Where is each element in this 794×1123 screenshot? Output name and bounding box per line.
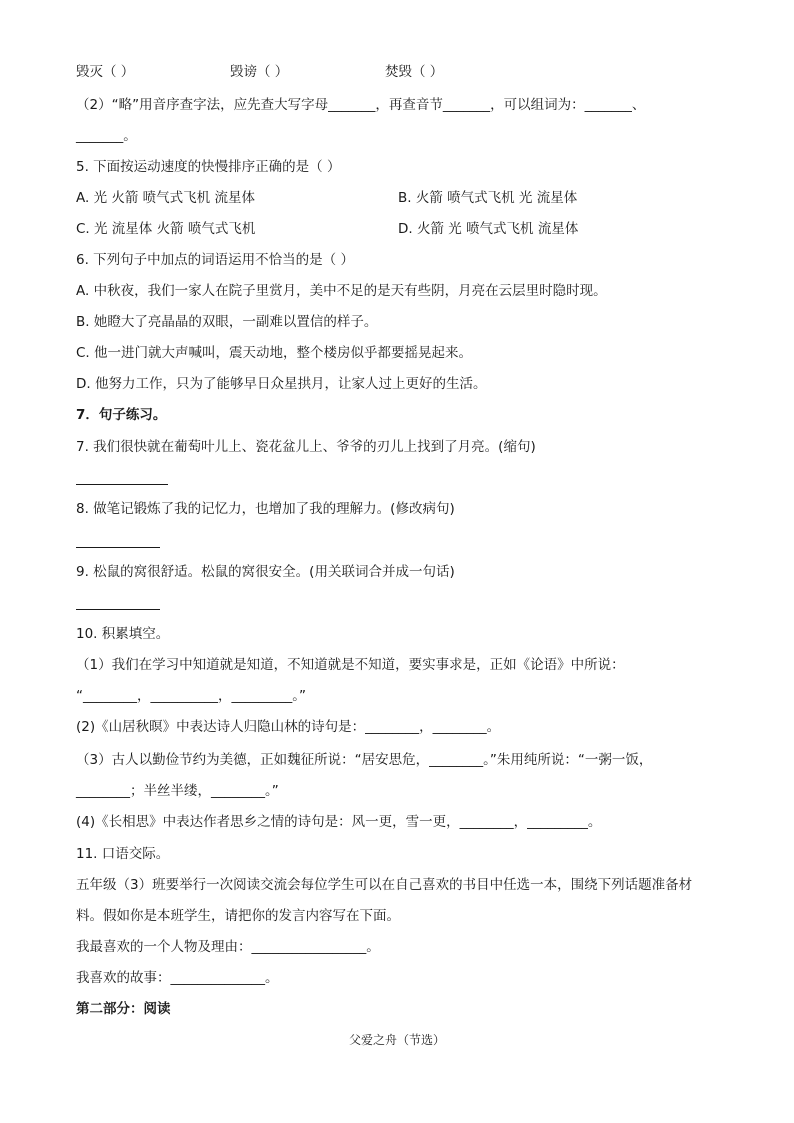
q11-line4: 我喜欢的故事：______________。: [76, 970, 279, 986]
q5-option-a: A. 光 火箭 喷气式飞机 流星体: [76, 190, 255, 206]
q4-word-3: 焚毁（ ）: [385, 64, 444, 80]
q11-line1: 五年级（3）班要举行一次阅读交流会每位学生可以在自己喜欢的书目中任选一本，围绕下列话题准备材: [76, 877, 693, 893]
q8-answer-line: [76, 547, 160, 548]
q5-row-ab: [76, 188, 718, 208]
q6-option-b: B. 她瞪大了亮晶晶的双眼，一副难以置信的样子。: [76, 314, 378, 330]
q8-text: 8. 做笔记锻炼了我的记忆力，也增加了我的理解力。(修改病句): [76, 501, 455, 517]
section-7-heading: 7．句子练习。: [76, 407, 167, 423]
q5-stem: 5. 下面按运动速度的快慢排序正确的是（ ）: [76, 159, 341, 175]
q10-part1-line1: （1）我们在学习中知道就是知道，不知道就是不知道，要实事求是，正如《论语》中所说：: [76, 657, 625, 673]
q11-line3: 我最喜欢的一个人物及理由：_________________。: [76, 939, 380, 955]
q5-row-cd: [76, 219, 718, 239]
q6-option-d: D. 他努力工作，只为了能够早日众星拱月，让家人过上更好的生活。: [76, 376, 487, 392]
q11-stem: 11. 口语交际。: [76, 846, 170, 862]
q5-option-c: C. 光 流星体 火箭 喷气式飞机: [76, 221, 256, 237]
q4-word-2: 毁谤（ ）: [230, 64, 289, 80]
q6-option-a: A. 中秋夜，我们一家人在院子里赏月，美中不足的是天有些阴，月亮在云层里时隐时现。: [76, 283, 607, 299]
q5-option-d: D. 火箭 光 喷气式飞机 流星体: [398, 221, 579, 237]
q10-part1-line2: “________，__________，_________。”: [76, 688, 306, 704]
q4-2-line2: _______。: [76, 128, 137, 144]
q10-part3-line1: （3）古人以勤俭节约为美德，正如魏征所说：“居安思危，________。”朱用纯所说：“一粥一饭，: [76, 752, 653, 768]
q10-part4: (4)《长相思》中表达作者思乡之情的诗句是：风一更，雪一更，________，_________。: [76, 814, 602, 830]
q10-stem: 10. 积累填空。: [76, 626, 170, 642]
q9-text: 9. 松鼠的窝很舒适。松鼠的窝很安全。(用关联词合并成一句话): [76, 564, 455, 580]
q4-word-1: 毁灭（ ）: [76, 64, 135, 80]
q10-part3-line2: ________；半丝半缕，________。”: [76, 783, 279, 799]
q7-text: 7. 我们很快就在葡萄叶儿上、瓷花盆儿上、爷爷的刃儿上找到了月亮。(缩句): [76, 439, 536, 455]
q10-part2: (2)《山居秋暝》中表达诗人归隐山林的诗句是：________，________。: [76, 719, 501, 735]
footer-reading-title: 父爱之舟（节选）: [348, 1033, 445, 1047]
q11-line2: 料。假如你是本班学生，请把你的发言内容写在下面。: [76, 908, 400, 924]
q7-answer-line: [76, 484, 168, 485]
q4-words-row: [76, 62, 718, 82]
part-2-heading: 第二部分：阅读: [76, 1001, 171, 1017]
q4-2-line1: （2）“略”用音序查字法，应先查大写字母_______，再查音节_______，可以组词为：_______、: [76, 97, 646, 113]
q6-stem: 6. 下列句子中加点的词语运用不恰当的是（ ）: [76, 252, 354, 268]
q5-option-b: B. 火箭 喷气式飞机 光 流星体: [398, 190, 578, 206]
q6-option-c: C. 他一进门就大声喊叫，震天动地，整个楼房似乎都要摇晃起来。: [76, 345, 473, 361]
q9-answer-line: [76, 609, 160, 610]
